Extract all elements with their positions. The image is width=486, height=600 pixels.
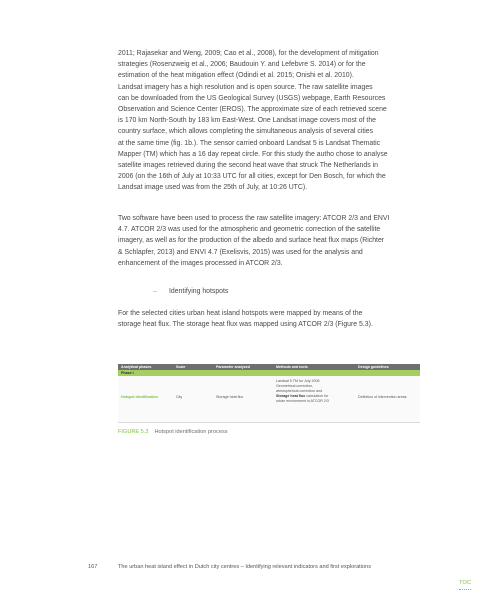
text-line: storage heat flux. The storage heat flux was mapped using ATCOR 2/3 (Figure 5.3). [118, 321, 373, 329]
table-header-cell: Parameter analysed [216, 365, 250, 369]
phase-label: Phase I [121, 371, 134, 375]
text-line: country surface, which allows completing the simultaneous analysis of several cities [118, 128, 374, 136]
text-line: is 170 km North-South by 183 km East-West. One Landsat image covers most of the [118, 117, 377, 125]
method-cell [276, 379, 329, 404]
caption-text: Hotspot identification process [154, 429, 228, 435]
table-row [118, 376, 420, 423]
text-line: 4.7. ATCOR 2/3 was used for the atmospheric and geometric correction of the satellite [118, 226, 381, 234]
body-paragraph-2 [118, 213, 420, 269]
figure-caption [118, 429, 228, 435]
text-line: imagery, as well as for the production of the albedo and surface heat flux maps (Richter [118, 237, 385, 245]
text-line: strategies (Rosenzweig et al., 2006; Baudouin Y. and Lefebvre S. 2014) or for the [118, 61, 366, 69]
table-header-cell: Methods and tools [276, 365, 308, 369]
text-line: can be downloaded from the US Geological Survey (USGS) webpage, Earth Resources [118, 94, 386, 102]
text-line: 2006 (on the 16th of July at 10:33 UTC for all cities, except for Den Bosch, for which the [118, 173, 386, 181]
text-line: at the same time (fig. 1b.). The sensor carried onboard Landsat 5 is Landsat Thematic [118, 139, 381, 147]
table-header-cell: Design guidelines [358, 365, 389, 369]
parameter-cell: Storage heat flux [216, 395, 244, 399]
text-line: Landsat image used was from the 25th of July, at 10:26 UTC). [118, 184, 308, 192]
method-line: Geometrical correction, [276, 384, 314, 388]
method-line: Landsat 5 TM for July 2006 [276, 379, 320, 383]
text-line: satellite images retrieved during the second heat wave that struck The Netherlands in [118, 162, 378, 170]
hotspot-process-table [118, 364, 420, 423]
body-paragraph-3 [118, 308, 420, 330]
scale-cell: City [176, 395, 183, 399]
bullet-item [153, 286, 228, 297]
text-line: For the selected cities urban heat island hotspots were mapped by means of the [118, 310, 363, 317]
text-line: enhancement of the images processed in ATCOR 2/3. [118, 259, 283, 267]
text-line: 2011; Rajasekar and Weng, 2009; Cao et al., 2008), for the development of mitigation [118, 50, 379, 57]
toc-underline [459, 589, 471, 590]
text-line: & Schlapfer, 2013) and ENVI 4.7 (Exelisvis, 2015) was used for the analysis and [118, 248, 363, 256]
phase-cell: Hotspot identification [121, 395, 158, 399]
method-line: atmospherical correction and [276, 389, 323, 393]
table-header-cell: Analytical phases [121, 365, 152, 369]
method-text: calculation for [306, 394, 329, 398]
text-line: Two software have been used to process the raw satellite imagery: ATCOR 2/3 and ENVI [118, 215, 390, 222]
toc-link[interactable]: TOC [459, 580, 472, 586]
text-line: estimation of the heat mitigation effect (Odindi et al. 2015; Onishi et al. 2010). [118, 72, 354, 80]
running-head: The urban heat island effect in Dutch city centres – Identifying relevant indicators and first explorations [118, 564, 371, 570]
table-header-cell: Scale [176, 365, 186, 369]
guideline-cell: Definition of intervention areas [358, 395, 407, 399]
bullet-dash: – [153, 288, 157, 295]
figure-number: FIGURE 5.3 [118, 429, 149, 435]
body-paragraph-1 [118, 48, 420, 194]
method-bold: Storage heat flux [276, 394, 306, 398]
text-line: Mapper (TM) which has a 16 day repeat circle. For this study the autho chose to analyse [118, 150, 388, 158]
text-line: Observation and Science Center (EROS). The approximate size of each retrieved scene [118, 106, 387, 114]
page-number: 167 [88, 564, 98, 570]
text-line: Landsat imagery has a high resolution and is open source. The raw satellite images [118, 83, 373, 91]
bullet-text: Identifying hotspots [169, 288, 229, 295]
method-line: urban environment in ATCOR 2/3 [276, 399, 329, 403]
